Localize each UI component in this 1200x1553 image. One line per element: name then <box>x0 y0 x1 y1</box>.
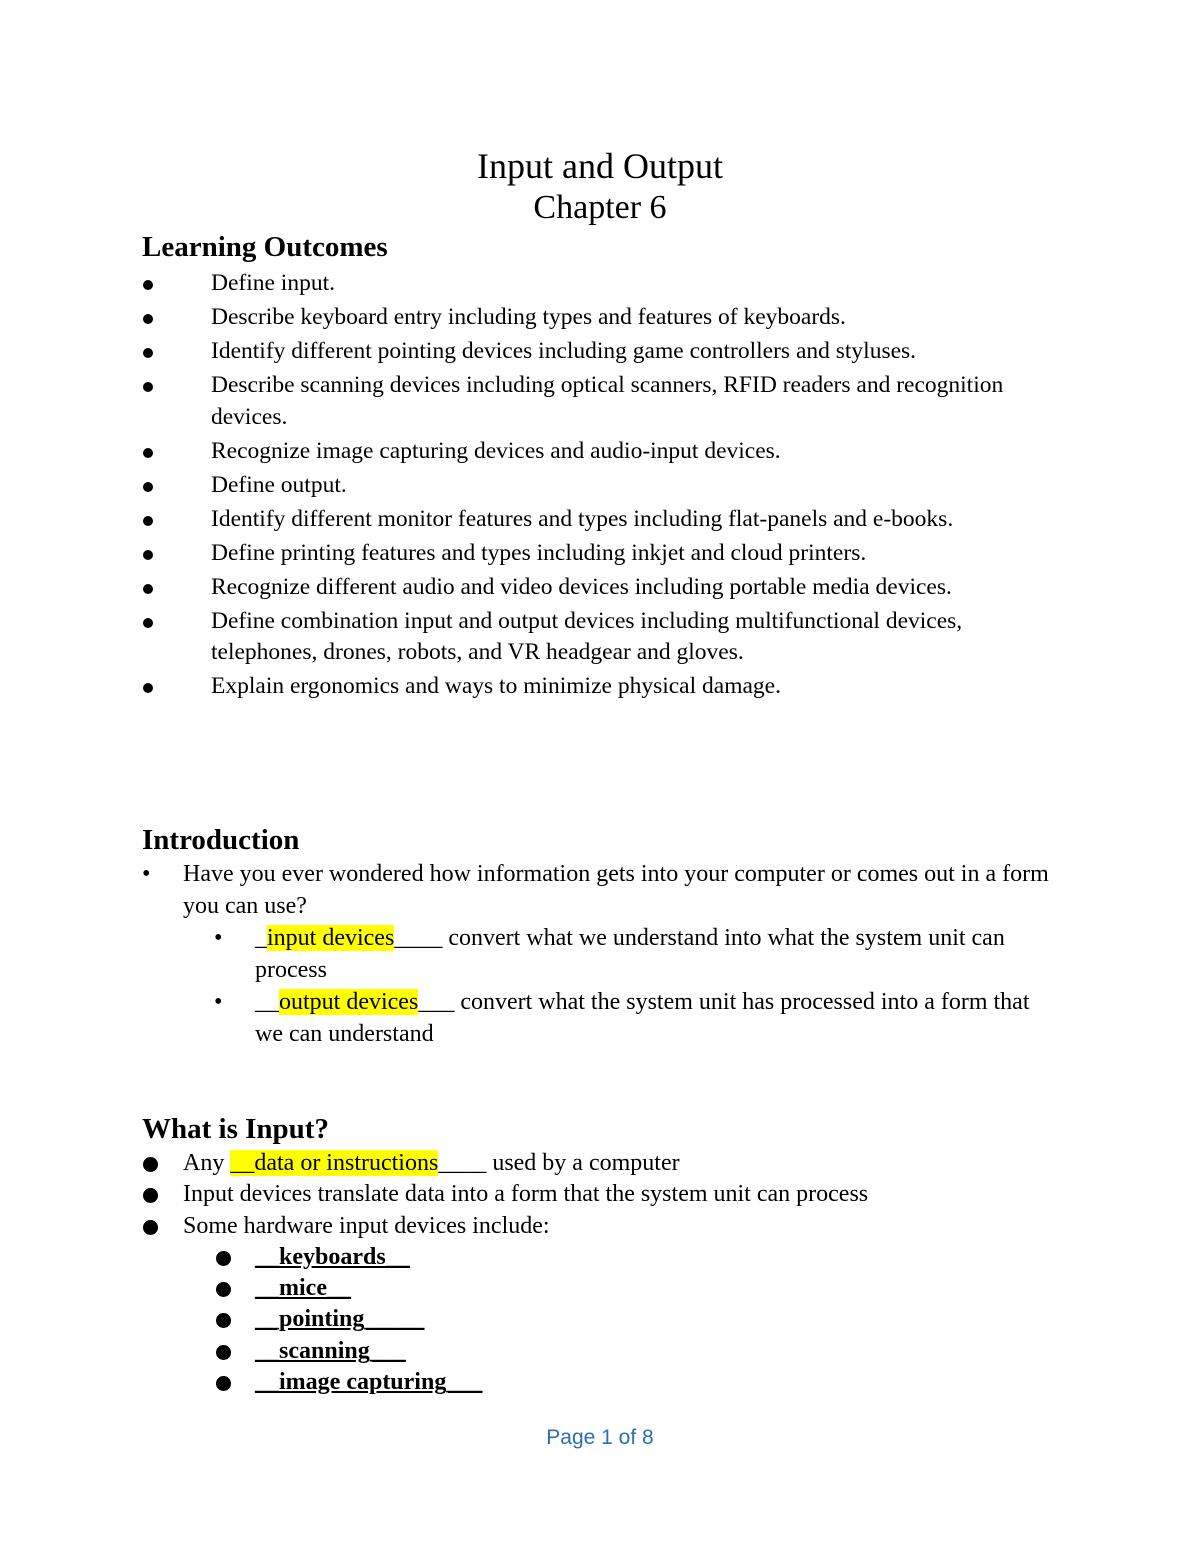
list-item: Identify different pointing devices including game controllers and styluses. <box>140 336 1070 368</box>
bullet-icon <box>143 280 153 290</box>
bullet-icon <box>143 683 153 693</box>
bullet-icon <box>143 1220 158 1235</box>
bullet-icon: • <box>214 925 223 951</box>
list-item: Define input. <box>140 268 1070 300</box>
device-item-mice: __mice__ <box>142 1273 1042 1304</box>
introduction-heading: Introduction <box>142 824 300 856</box>
bullet-icon <box>143 314 153 324</box>
list-item: Define combination input and output devices including multifunctional devices, telephones, drones, robots, and VR headgear and gloves. <box>140 606 1070 669</box>
learning-outcomes-list <box>140 268 1070 705</box>
list-item: Describe scanning devices including optical scanners, RFID readers and recognition devices. <box>140 370 1070 433</box>
bullet-icon <box>143 348 153 358</box>
bullet-icon <box>216 1251 231 1266</box>
highlighted-answer: __data or instructions <box>230 1150 439 1176</box>
bullet-icon <box>216 1313 231 1328</box>
what-is-input-heading: What is Input? <box>142 1113 329 1145</box>
list-item: Explain ergonomics and ways to minimize physical damage. <box>140 671 1070 703</box>
highlighted-answer: output devices <box>279 989 419 1015</box>
bullet-icon <box>143 1188 158 1203</box>
list-item: Recognize different audio and video devices including portable media devices. <box>140 572 1070 604</box>
bullet-icon <box>216 1282 231 1297</box>
learning-outcomes-heading: Learning Outcomes <box>142 231 388 263</box>
bullet-icon <box>143 584 153 594</box>
list-item: Recognize image capturing devices and audio-input devices. <box>140 436 1070 468</box>
bullet-icon: • <box>214 989 223 1015</box>
list-item: Define printing features and types including inkjet and cloud printers. <box>140 538 1070 570</box>
chapter-subtitle: Chapter 6 <box>533 189 667 226</box>
page-number: Page 1 of 8 <box>546 1426 654 1449</box>
list-item: Input devices translate data into a form that the system unit can process <box>142 1179 1042 1210</box>
list-item: • Have you ever wondered how information gets into your computer or comes out in a form you can use? <box>142 858 1052 922</box>
list-item: • _input devices____ convert what we understand into what the system unit can process <box>142 922 1052 986</box>
device-item-image-capturing: __image capturing___ <box>142 1367 1042 1398</box>
list-item: Some hardware input devices include: <box>142 1211 1042 1242</box>
bullet-icon <box>143 448 153 458</box>
bullet-icon <box>216 1376 231 1391</box>
device-item-scanning: __scanning___ <box>142 1336 1042 1367</box>
bullet-icon <box>143 1157 158 1172</box>
list-item: Define output. <box>140 470 1070 502</box>
bullet-icon <box>143 382 153 392</box>
list-item: • __output devices___ convert what the system unit has processed into a form that we can understand <box>142 986 1052 1050</box>
list-item: Describe keyboard entry including types and features of keyboards. <box>140 302 1070 334</box>
document-title: Input and Output <box>477 146 723 186</box>
highlighted-answer: input devices <box>267 925 395 951</box>
device-item-keyboards: __keyboards__ <box>142 1242 1042 1273</box>
bullet-icon <box>143 482 153 492</box>
bullet-icon <box>143 550 153 560</box>
bullet-icon <box>143 516 153 526</box>
list-item: Identify different monitor features and types including flat-panels and e-books. <box>140 504 1070 536</box>
what-is-input-section <box>142 1148 1042 1398</box>
bullet-icon <box>143 618 153 628</box>
device-item-pointing: __pointing_____ <box>142 1304 1042 1335</box>
introduction-section <box>142 858 1052 1050</box>
bullet-icon: • <box>142 861 151 887</box>
bullet-icon <box>216 1345 231 1360</box>
list-item: Any __data or instructions____ used by a computer <box>142 1148 1042 1179</box>
